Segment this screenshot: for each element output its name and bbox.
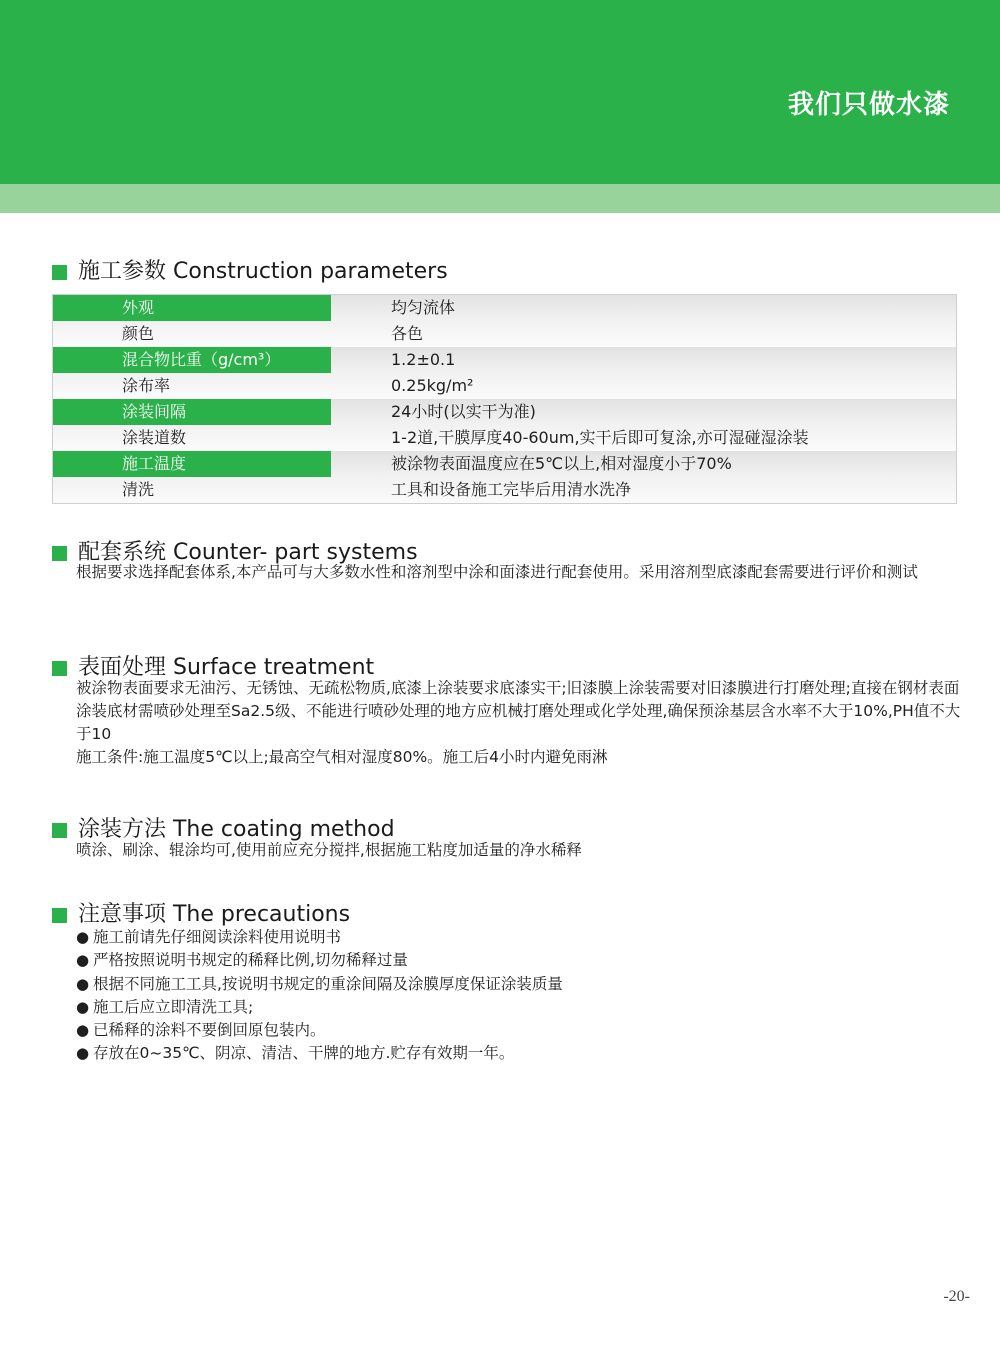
- list-item: ● 根据不同施工工具,按说明书规定的重涂间隔及涂膜厚度保证涂装质量: [76, 973, 563, 996]
- bullet-icon: ●: [76, 1044, 90, 1063]
- surface-text: 被涂物表面要求无油污、无锈蚀、无疏松物质,底漆上涂装要求底漆实干;旧漆膜上涂装需要对旧漆膜进行打磨处理;直接在钢材表面涂装底材需喷砂处理至Sa2.5级、不能进行喷砂处理的地方应机械打磨处理或化学处理,确保预涂基层含水率不大于10%,PH值不大于10 施工条件:施工温度5℃以上;最高空气相对湿度80%。施工后4小时内避免雨淋: [76, 679, 961, 766]
- construction-parameters-table: [52, 294, 957, 504]
- bullet-icon: ●: [76, 951, 90, 970]
- section-square-icon: [52, 823, 67, 838]
- table-row: [53, 295, 956, 321]
- section-square-icon: [52, 546, 67, 561]
- precautions-list: [76, 926, 563, 1066]
- list-item: ● 已稀释的涂料不要倒回原包装内。: [76, 1019, 563, 1042]
- param-value: 1-2道,干膜厚度40-60um,实干后即可复涂,亦可湿碰湿涂装: [331, 425, 956, 451]
- header-banner: [0, 0, 1000, 184]
- list-item: ● 严格按照说明书规定的稀释比例,切勿稀释过量: [76, 949, 563, 972]
- coating-text: 喷涂、刷涂、辊涂均可,使用前应充分搅拌,根据施工粘度加适量的净水稀释: [76, 841, 582, 859]
- param-key: 外观: [53, 295, 331, 321]
- list-item: ● 施工前请先仔细阅读涂料使用说明书: [76, 926, 563, 949]
- section-square-icon: [52, 908, 67, 923]
- section-title-construction: 施工参数 Construction parameters: [52, 261, 448, 283]
- param-value: 24小时(以实干为准): [331, 399, 956, 425]
- table-row: [53, 399, 956, 425]
- section-title-surface: 表面处理 Surface treatment: [52, 657, 374, 679]
- param-key: 清洗: [53, 477, 331, 503]
- section-title-precautions: 注意事项 The precautions: [52, 904, 350, 926]
- page-number: -20-: [943, 1288, 970, 1305]
- section-square-icon: [52, 265, 67, 280]
- param-key: 施工温度: [53, 451, 331, 477]
- param-value: 工具和设备施工完毕后用清水洗净: [331, 477, 956, 503]
- param-key: 混合物比重（g/cm³）: [53, 347, 331, 373]
- param-key: 涂布率: [53, 373, 331, 399]
- table-row: [53, 451, 956, 477]
- counterpart-text: 根据要求选择配套体系,本产品可与大多数水性和溶剂型中涂和面漆进行配套使用。采用溶剂型底漆配套需要进行评价和测试: [76, 563, 918, 581]
- param-key: 颜色: [53, 321, 331, 347]
- section-square-icon: [52, 661, 67, 676]
- table-row: [53, 347, 956, 373]
- list-item: ● 存放在0~35℃、阴凉、清洁、干牌的地方.贮存有效期一年。: [76, 1042, 563, 1065]
- bullet-icon: ●: [76, 997, 90, 1016]
- bullet-icon: ●: [76, 1021, 90, 1040]
- section-title-counterpart: 配套系统 Counter- part systems: [52, 542, 418, 564]
- list-item: ● 施工后应立即清洗工具;: [76, 996, 563, 1019]
- param-value: 均匀流体: [331, 295, 956, 321]
- param-value: 1.2±0.1: [331, 347, 956, 373]
- bullet-icon: ●: [76, 928, 90, 946]
- param-value: 各色: [331, 321, 956, 347]
- param-value: 0.25kg/m²: [331, 373, 956, 399]
- brand-slogan: 我们只做水漆: [787, 90, 950, 120]
- param-key: 涂装间隔: [53, 399, 331, 425]
- section-title-coating: 涂装方法 The coating method: [52, 819, 395, 841]
- header-stripe: [0, 184, 1000, 213]
- table-row: [53, 425, 956, 451]
- table-row: [53, 477, 956, 503]
- param-key: 涂装道数: [53, 425, 331, 451]
- param-value: 被涂物表面温度应在5℃以上,相对湿度小于70%: [331, 451, 956, 477]
- table-row: [53, 373, 956, 399]
- table-row: [53, 321, 956, 347]
- bullet-icon: ●: [76, 974, 90, 993]
